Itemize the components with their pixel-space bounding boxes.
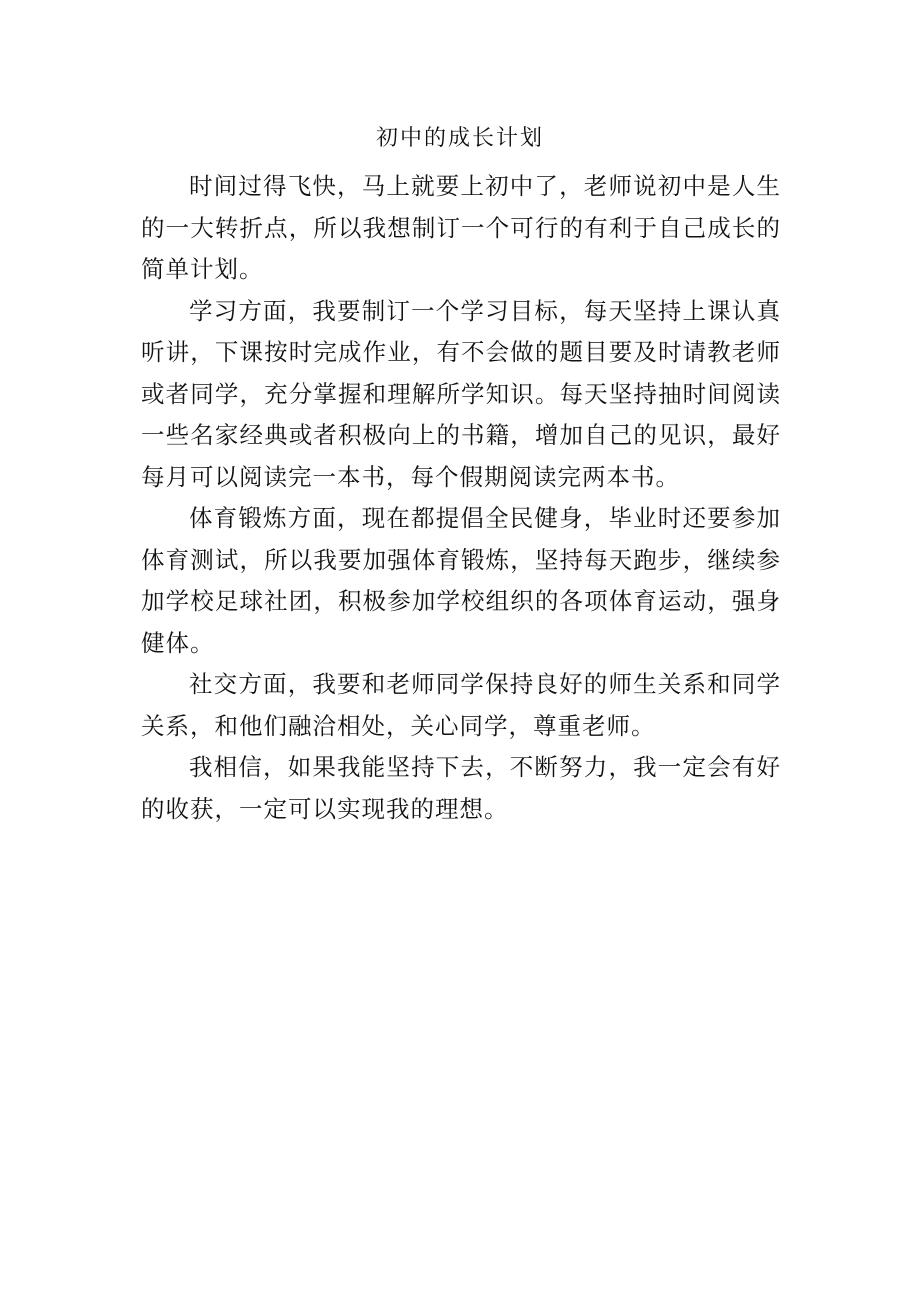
paragraph-intro: 时间过得飞快，马上就要上初中了，老师说初中是人生的一大转折点，所以我想制订一个可行的有利于自己成长的简单计划。 (141, 172, 781, 283)
paragraph-study: 学习方面，我要制订一个学习目标，每天坚持上课认真听讲，下课按时完成作业，有不会做的题目要及时请教老师或者同学，充分掌握和理解所学知识。每天坚持抽时间阅读一些名家经典或者积极向上的书籍，增加自己的见识，最好每月可以阅读完一本书，每个假期阅读完两本书。 (141, 296, 781, 491)
paragraph-sports: 体育锻炼方面，现在都提倡全民健身，毕业时还要参加体育测试，所以我要加强体育锻炼，坚持每天跑步，继续参加学校足球社团，积极参加学校组织的各项体育运动，强身健体。 (141, 504, 781, 657)
document-body (141, 166, 781, 830)
paragraph-social: 社交方面，我要和老师同学保持良好的师生关系和同学关系，和他们融洽相处，关心同学，尊重老师。 (141, 670, 781, 740)
paragraph-conclusion: 我相信，如果我能坚持下去，不断努力，我一定会有好的收获，一定可以实现我的理想。 (141, 753, 781, 823)
document-title: 初中的成长计划 (375, 126, 544, 151)
